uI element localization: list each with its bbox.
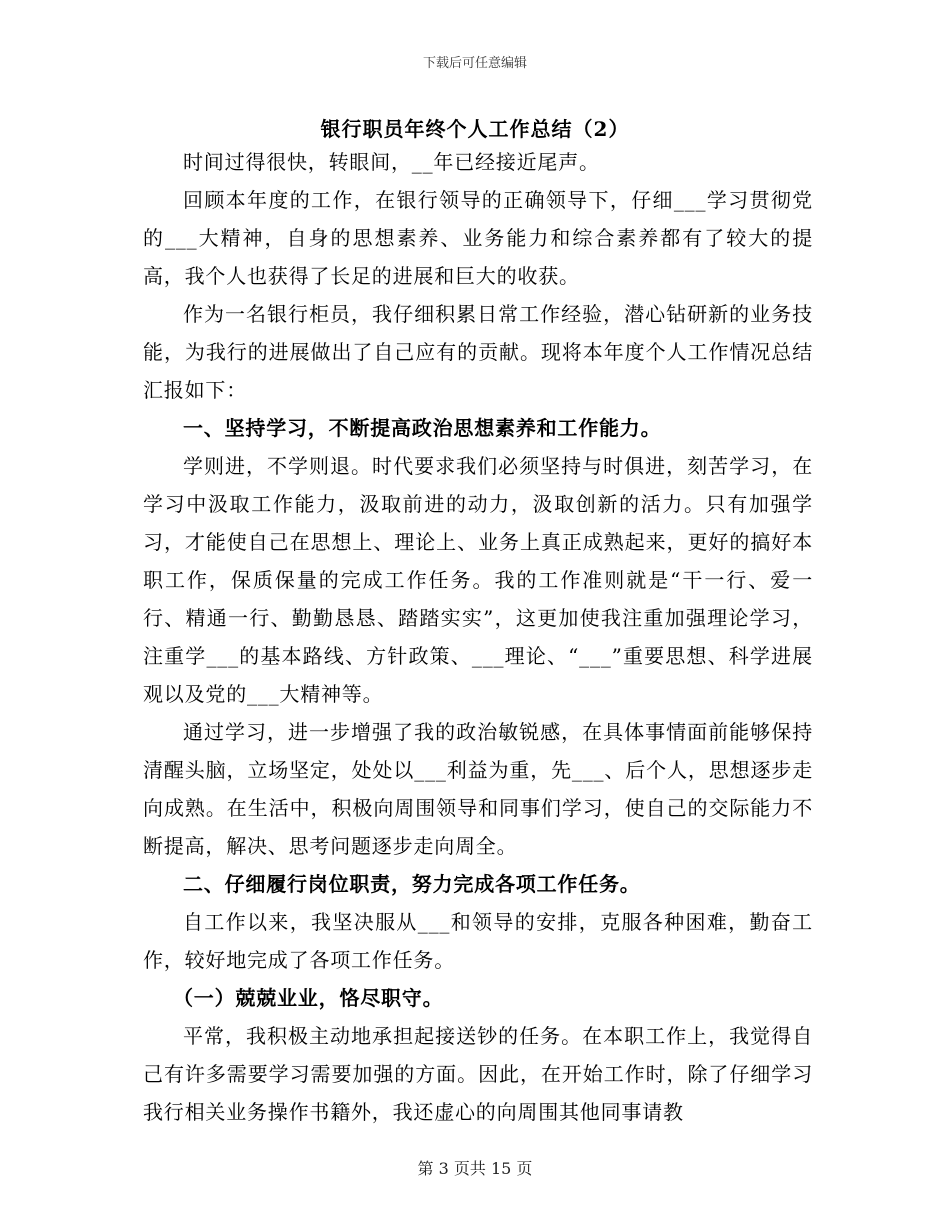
paragraph-daily-work: 平常，我积极主动地承担起接送钞的任务。在本职工作上，我觉得自己有许多需要学习需要加强的方面。因此，在开始工作时，除了仔细学习我行相关业务操作书籍外，我还虚心的向周围其他同事请教 [143, 1024, 813, 1124]
document-body [143, 143, 813, 1131]
paragraph-study: 学则进，不学则退。时代要求我们必须坚持与时俱进，刻苦学习，在学习中汲取工作能力，汲取前进的动力，汲取创新的活力。只有加强学习，才能使自己在思想上、理论上、业务上真正成熟起来，更好的搞好本职工作，保质保量的完成工作任务。我的工作准则就是“干一行、爱一行、精通一行、勤勤恳恳、踏踏实实”，这更加使我注重加强理论学习，注重学___的基本路线、方针政策、___理论、“___”重要思想、科学进展观以及党的___大精神等。 [143, 454, 813, 706]
paragraph-review: 回顾本年度的工作，在银行领导的正确领导下，仔细___学习贯彻党的___大精神，自身的思想素养、业务能力和综合素养都有了较大的提高，我个人也获得了长足的进展和巨大的收获。 [143, 188, 813, 288]
subsection-heading-1: （一）兢兢业业，恪尽职守。 [173, 986, 444, 1010]
paragraph-study-result: 通过学习，进一步增强了我的政治敏锐感，在具体事情面前能够保持清醒头脑，立场坚定，处处以___利益为重，先___、后个人，思想逐步走向成熟。在生活中，积极向周围领导和同事们学习，使自己的交际能力不断提高，解决、思考问题逐步走向周全。 [143, 720, 813, 858]
section-heading-2: 二、仔细履行岗位职责，努力完成各项工作任务。 [183, 872, 641, 896]
paragraph-role: 作为一名银行柜员，我仔细积累日常工作经验，潜心钻研新的业务技能，为我行的进展做出了自己应有的贡献。现将本年度个人工作情况总结汇报如下： [143, 302, 813, 402]
page-number: 第 3 页共 15 页 [417, 1159, 533, 1178]
header-note: 下载后可任意编辑 [422, 56, 527, 71]
paragraph-intro: 时间过得很快，转眼间，__年已经接近尾声。 [183, 150, 600, 174]
section-heading-1: 一、坚持学习，不断提高政治思想素养和工作能力。 [183, 416, 662, 440]
paragraph-duty: 自工作以来，我坚决服从___和领导的安排，克服各种困难，勤奋工作，较好地完成了各项工作任务。 [143, 910, 813, 972]
document-title: 银行职员年终个人工作总结（2） [320, 117, 630, 141]
